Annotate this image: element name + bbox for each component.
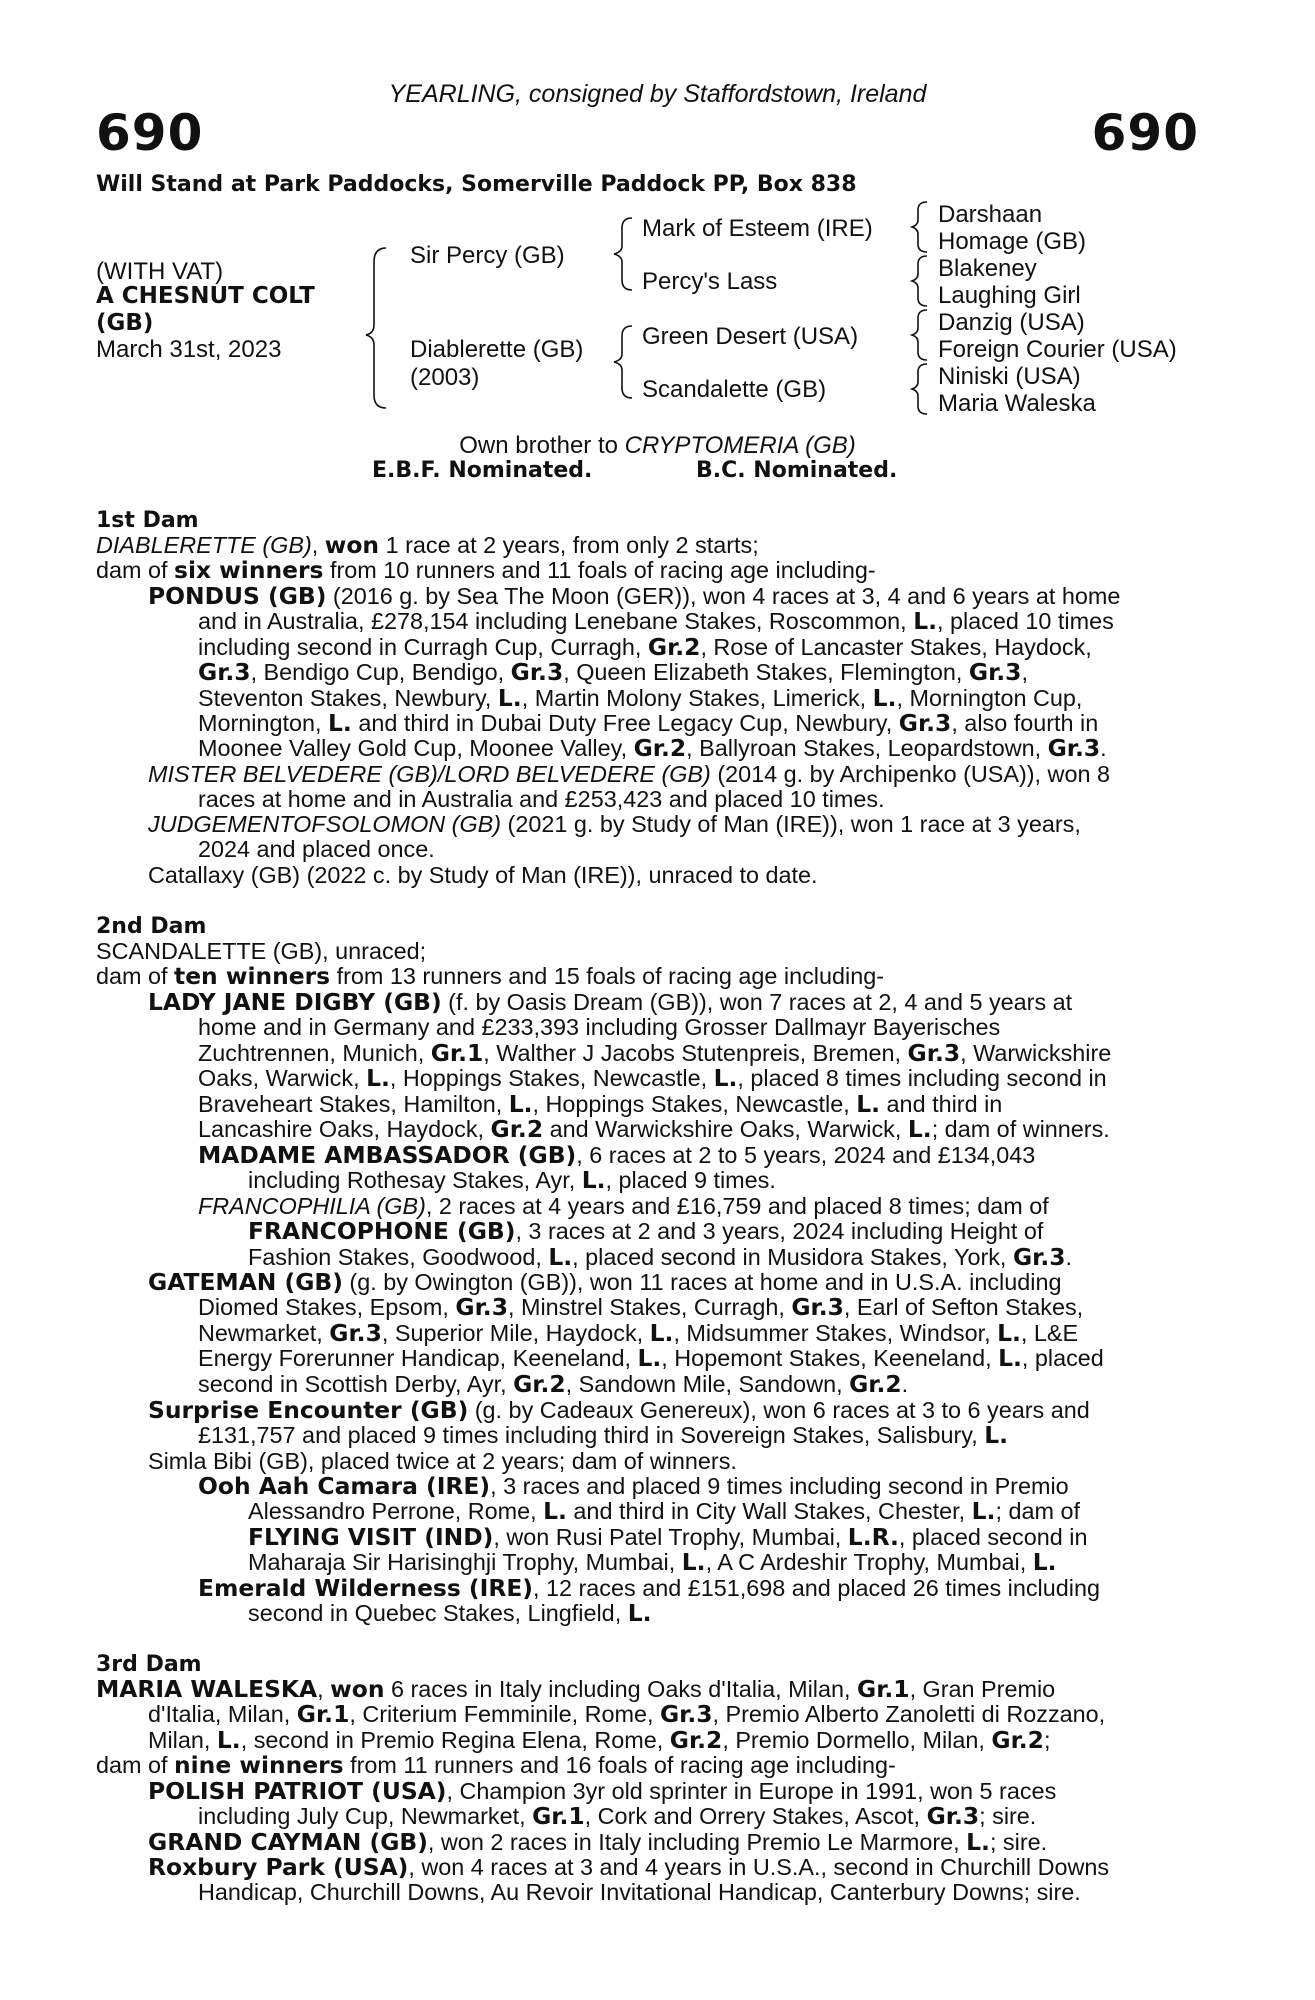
lot-description-origin: (GB) bbox=[96, 310, 154, 336]
pedigree-g8: Maria Waleska bbox=[938, 390, 1096, 417]
lot-number-left: 690 bbox=[96, 104, 204, 162]
lot-description: A CHESNUT COLT bbox=[96, 283, 315, 309]
progeny-pondus: PONDUS (GB) (2016 g. by Sea The Moon (GER)), won 4 races at 3, 4 and 6 years at home and in Australia, £278,154 including Lenebane Stakes, Roscommon, L., placed 10 times including second in Curragh Cup, Curragh, Gr.2, Rose of Lancaster Stakes, Haydock, Gr.3, Bendigo Cup, Bendigo, Gr.3, Queen Elizabeth Stakes, Flemington, Gr.3, Steventon Stakes, Newbury, L., Martin Molony Stakes, Limerick, L., Mornington Cup, Mornington, L. and third in Dubai Duty Free Legacy Cup, Newbury, Gr.3, also fourth in Moonee Valley Gold Cup, Moonee Valley, Gr.2, Ballyroan Stakes, Leopardstown, Gr.3. bbox=[148, 582, 1121, 763]
progeny-francophilia: FRANCOPHILIA (GB), 2 races at 4 years and £16,759 and placed 8 times; dam of FRANCOPHONE (GB), 3 races at 2 and 3 years, 2024 including Height of Fashion Stakes, Goodwood, L., placed second in Musidora Stakes, York, Gr.3. bbox=[198, 1193, 1072, 1271]
progeny-catallaxy: Catallaxy (GB) (2022 c. by Study of Man (IRE)), unraced to date. bbox=[148, 862, 818, 888]
vat-note: (WITH VAT) bbox=[96, 258, 224, 285]
progeny-polish-patriot: POLISH PATRIOT (USA), Champion 3yr old sprinter in Europe in 1991, won 5 races including July Cup, Newmarket, Gr.1, Cork and Orrery Stakes, Ascot, Gr.3; sire. bbox=[148, 1777, 1057, 1831]
pedigree-g7: Niniski (USA) bbox=[938, 363, 1081, 390]
progeny-emerald-wilderness: Emerald Wilderness (IRE), 12 races and £151,698 and placed 26 times including second in Quebec Stakes, Lingfield, L. bbox=[198, 1574, 1100, 1628]
pedigree-sire-sire: Mark of Esteem (IRE) bbox=[642, 215, 873, 242]
pedigree-dam-sire: Green Desert (USA) bbox=[642, 323, 859, 350]
third-dam-maria-waleska: MARIA WALESKA, won 6 races in Italy including Oaks d'Italia, Milan, Gr.1, Gran Premio d'Italia, Milan, Gr.1, Criterium Femminile, Rome, Gr.3, Premio Alberto Zanoletti di Rozzano, Milan, L., second in Premio Regina Elena, Rome, Gr.2, Premio Dormello, Milan, Gr.2; dam of nine winners from 11 runners and 16 foals of racing age including- bbox=[96, 1675, 1106, 1780]
progeny-mister-belvedere: MISTER BELVEDERE (GB)/LORD BELVEDERE (GB) (2014 g. by Archipenko (USA)), won 8 races at home and in Australia and £253,423 and placed 10 times. bbox=[148, 761, 1110, 813]
pedigree-g2: Homage (GB) bbox=[938, 228, 1087, 255]
progeny-surprise-encounter: Surprise Encounter (GB) (g. by Cadeaux Genereux), won 6 races at 3 to 6 years and £131,757 and placed 9 times including third in Sovereign Stakes, Salisbury, L. bbox=[148, 1396, 1090, 1450]
stand-location: Will Stand at Park Paddocks, Somerville Paddock PP, Box 838 bbox=[96, 172, 857, 197]
progeny-madame-ambassador: MADAME AMBASSADOR (GB), 6 races at 2 to 5 years, 2024 and £134,043 including Rothesay Stakes, Ayr, L., placed 9 times. bbox=[198, 1141, 1036, 1195]
pedigree-g6: Foreign Courier (USA) bbox=[938, 336, 1177, 363]
first-dam-section: DIABLERETTE (GB), won 1 race at 2 years, from only 2 starts; dam of six winners from 10 runners and 11 foals of racing age including- bbox=[96, 531, 876, 585]
ebf-note: E.B.F. Nominated. bbox=[372, 458, 593, 483]
progeny-lady-jane-digby: LADY JANE DIGBY (GB) (f. by Oasis Dream (GB)), won 7 races at 2, 4 and 5 years at home and in Germany and £233,393 including Grosser Dallmayr Bayerisches Zuchtrennen, Munich, Gr.1, Walther J Jacobs Stutenpreis, Bremen, Gr.3, Warwickshire Oaks, Warwick, L., Hoppings Stakes, Newcastle, L., placed 8 times including second in Braveheart Stakes, Hamilton, L., Hoppings Stakes, Newcastle, L. and third in Lancashire Oaks, Haydock, Gr.2 and Warwickshire Oaks, Warwick, L.; dam of winners. bbox=[148, 988, 1112, 1144]
first-dam-title: 1st Dam bbox=[96, 508, 199, 533]
pedigree-sire-dam: Percy's Lass bbox=[642, 268, 778, 295]
own-brother-name: CRYPTOMERIA (GB) bbox=[624, 432, 856, 459]
progeny-ooh-aah-camara: Ooh Aah Camara (IRE), 3 races and placed 9 times including second in Premio Alessandro Perrone, Rome, L. and third in City Wall Stakes, Chester, L.; dam of FLYING VISIT (IND), won Rusi Patel Trophy, Mumbai, L.R., placed second in Maharaja Sir Harisinghji Trophy, Mumbai, L., A C Ardeshir Trophy, Mumbai, L. bbox=[198, 1472, 1088, 1577]
own-brother-note: Own brother to CRYPTOMERIA (GB) bbox=[459, 432, 856, 459]
lot-number-right: 690 bbox=[1091, 104, 1199, 162]
pedigree-dam-year: (2003) bbox=[410, 364, 480, 391]
second-dam-section: SCANDALETTE (GB), unraced; dam of ten winners from 13 runners and 15 foals of racing age including- bbox=[96, 938, 885, 991]
pedigree-dam-dam: Scandalette (GB) bbox=[642, 376, 827, 403]
progeny-gateman: GATEMAN (GB) (g. by Owington (GB)), won 11 races at home and in U.S.A. including Diomed Stakes, Epsom, Gr.3, Minstrel Stakes, Curragh, Gr.3, Earl of Sefton Stakes, Newmarket, Gr.3, Superior Mile, Haydock, L., Midsummer Stakes, Windsor, L., L&E Energy Forerunner Handicap, Keeneland, L., Hopemont Stakes, Keeneland, L., placed second in Scottish Derby, Ayr, Gr.2, Sandown Mile, Sandown, Gr.2. bbox=[148, 1268, 1104, 1398]
third-dam-title: 3rd Dam bbox=[96, 1652, 202, 1677]
pedigree-g4: Laughing Girl bbox=[938, 282, 1081, 309]
pedigree-g5: Danzig (USA) bbox=[938, 309, 1085, 336]
pedigree-dam: Diablerette (GB) bbox=[410, 336, 584, 363]
pedigree-sire: Sir Percy (GB) bbox=[410, 242, 565, 269]
second-dam-title: 2nd Dam bbox=[96, 914, 207, 939]
foaling-date: March 31st, 2023 bbox=[96, 336, 282, 363]
consignment-subtitle: YEARLING, consigned by Staffordstown, Ireland bbox=[388, 80, 927, 108]
progeny-simla-bibi: Simla Bibi (GB), placed twice at 2 years; dam of winners. bbox=[148, 1448, 737, 1474]
bc-note: B.C. Nominated. bbox=[696, 458, 898, 483]
pedigree-g3: Blakeney bbox=[938, 255, 1037, 282]
pedigree-g1: Darshaan bbox=[938, 201, 1043, 228]
progeny-grand-cayman: GRAND CAYMAN (GB), won 2 races in Italy including Premio Le Marmore, L.; sire. bbox=[148, 1828, 1048, 1856]
progeny-roxbury-park: Roxbury Park (USA), won 4 races at 3 and 4 years in U.S.A., second in Churchill Downs Handicap, Churchill Downs, Au Revoir Invitational Handicap, Canterbury Downs; sire. bbox=[148, 1853, 1110, 1906]
progeny-judgementofsolomon: JUDGEMENTOFSOLOMON (GB) (2021 g. by Study of Man (IRE)), won 1 race at 3 years, 2024 and placed once. bbox=[148, 811, 1081, 863]
